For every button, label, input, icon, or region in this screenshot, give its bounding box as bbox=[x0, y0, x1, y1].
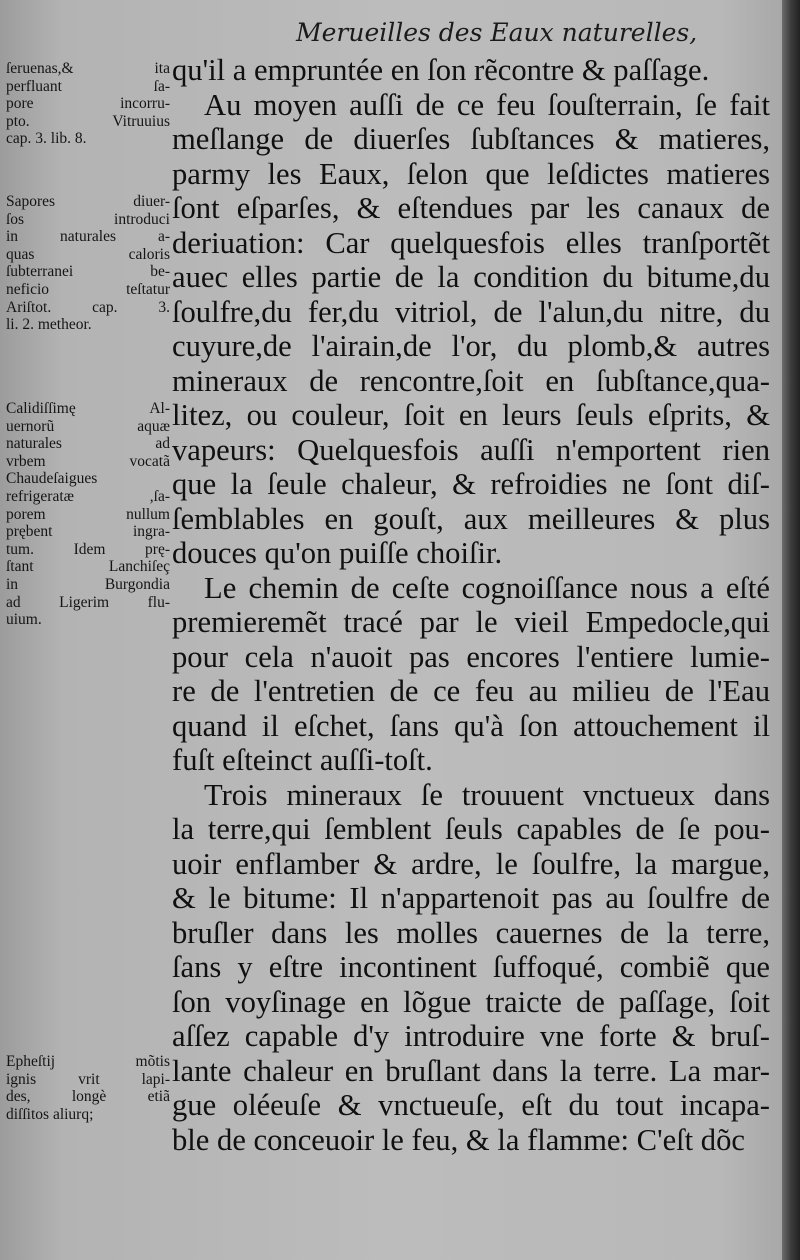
marginal-note-2 bbox=[6, 193, 170, 334]
text-line: uoir enflamber & ardre, le ſoulfre, la margue, bbox=[172, 846, 770, 881]
text-line: pour cela n'auoit pas encores l'entiere lumie- bbox=[172, 639, 770, 674]
marginal-note-line: tum. Idem prę- bbox=[6, 540, 170, 558]
marginal-note-line: cap. 3. lib. 8. bbox=[6, 130, 87, 148]
text-line: la terre,qui ſemblent ſeuls capables de ſe pou- bbox=[172, 812, 770, 846]
marginal-note-line: li. 2. metheor. bbox=[6, 316, 92, 334]
text-line: deriuation: Car quelquesfois elles tranſportẽt bbox=[172, 225, 770, 260]
text-line: ſont eſparſes, & eſtendues par les canaux de bbox=[172, 191, 770, 225]
marginal-note-line: in Burgondia bbox=[6, 575, 170, 593]
marginal-note-line: ſeruenas,& ita bbox=[6, 60, 170, 77]
running-title: Merueilles des Eaux naturelles, bbox=[296, 18, 698, 47]
text-line: fuſt eſteinct auſſi-toſt. bbox=[172, 743, 433, 777]
marginal-note-line: diſſitos aliurq; bbox=[6, 1105, 94, 1123]
marginal-note-line: pto. Vitruuius bbox=[6, 112, 170, 130]
marginal-note-line: in naturales a- bbox=[6, 228, 170, 246]
text-line: bruſler dans les molles cauernes de la terre, bbox=[172, 915, 770, 950]
text-line: ble de conceuoir le feu, & la flamme: C'eſt dõc bbox=[172, 1122, 745, 1157]
marginal-note-line: Epheſtij mõtis bbox=[6, 1053, 170, 1070]
text-line: meſlange de diuerſes ſubſtances & matieres, bbox=[172, 122, 770, 156]
text-line: Le chemin de ceſte cognoiſſance nous a eſté bbox=[204, 570, 770, 605]
text-line: quand il eſchet, ſans qu'à ſon attouchement il bbox=[172, 708, 770, 743]
marginal-note-line: uernorũ aquæ bbox=[6, 417, 170, 435]
text-line: que la ſeule chaleur, & refroidies ne ſont diſ- bbox=[172, 467, 770, 501]
marginal-note-4 bbox=[6, 1053, 170, 1123]
text-line: qu'il a empruntée en ſon rẽcontre & paſſage. bbox=[172, 53, 710, 87]
marginal-note-line: quas caloris bbox=[6, 245, 170, 263]
marginal-note-line: des, longè etiã bbox=[6, 1088, 170, 1106]
text-line: mineraux de rencontre,ſoit en ſubſtance,qua- bbox=[172, 363, 770, 398]
marginal-note-line: Sapores diuer- bbox=[6, 193, 170, 210]
text-line: Au moyen auſſi de ce feu ſouſterrain, ſe fait bbox=[204, 87, 770, 122]
page-edge-shadow bbox=[782, 0, 800, 1260]
marginal-note-line: refrigeratæ ,ſa- bbox=[6, 487, 170, 505]
text-line: vapeurs: Quelquesfois auſſi n'emportent rien bbox=[172, 432, 770, 467]
text-line: lante chaleur en bruſlant dans la terre. La mar- bbox=[172, 1053, 770, 1088]
marginal-note-line: naturales ad bbox=[6, 435, 170, 453]
text-line: aſſez capable d'y introduire vne forte & bruſ- bbox=[172, 1019, 770, 1053]
marginal-note-line: perfluant ſa- bbox=[6, 77, 170, 95]
marginal-note-line: neficio teſtatur bbox=[6, 280, 170, 298]
marginal-note-3 bbox=[6, 400, 170, 629]
marginal-note-line: ad Ligerim flu- bbox=[6, 593, 170, 611]
marginal-note-line: Ariſtot. cap. 3. bbox=[6, 298, 170, 316]
text-line: Trois mineraux ſe trouuent vnctueux dans bbox=[204, 777, 770, 812]
text-line: ſoulfre,du fer,du vitriol, de l'alun,du nitre, du bbox=[172, 294, 770, 329]
text-line: ſans y eſtre incontinent ſuffoqué, combiẽ que bbox=[172, 950, 770, 984]
marginal-note-line: porem nullum bbox=[6, 505, 170, 523]
marginal-note-line: uium. bbox=[6, 611, 42, 629]
marginal-note-1 bbox=[6, 60, 170, 148]
text-line: ſemblables en gouſt, aux meilleures & plus bbox=[172, 501, 770, 536]
marginal-note-line: ſos introduci bbox=[6, 210, 170, 228]
main-text-block bbox=[172, 53, 770, 1157]
marginal-note-line: ſtant Lanchiſeç bbox=[6, 558, 170, 576]
text-line: parmy les Eaux, ſelon que leſdictes matieres bbox=[172, 156, 770, 191]
text-line: re de l'entretien de ce feu au milieu de l'Eau bbox=[172, 674, 770, 708]
marginal-note-line: Chaudeſaigues bbox=[6, 470, 98, 488]
text-line: & le bitume: Il n'appartenoit pas au ſoulfre de bbox=[172, 881, 770, 915]
text-line: cuyure,de l'airain,de l'or, du plomb,& autres bbox=[172, 329, 770, 363]
text-line: auec elles partie de la condition du bitume,du bbox=[172, 260, 770, 294]
marginal-note-line: vrbem vocatã bbox=[6, 452, 170, 470]
text-line: litez, ou couleur, ſoit en leurs ſeuls eſprits, & bbox=[172, 398, 770, 432]
marginal-note-line: ſubterranei be- bbox=[6, 263, 170, 281]
text-line: gue oléeuſe & vnctueuſe, eſt du tout incapa- bbox=[172, 1088, 770, 1122]
marginal-note-line: ignis vrit lapi- bbox=[6, 1070, 170, 1088]
marginal-note-line: prębent ingra- bbox=[6, 523, 170, 541]
marginal-note-line: Calidiſſimę Al- bbox=[6, 400, 170, 417]
text-line: ſon voyſinage en lõgue traicte de paſſage, ſoit bbox=[172, 984, 770, 1019]
marginal-note-line: pore incorru- bbox=[6, 95, 170, 113]
text-line: douces qu'on puiſſe choiſir. bbox=[172, 536, 503, 570]
text-line: premieremẽt tracé par le vieil Empedocle,qui bbox=[172, 605, 770, 639]
